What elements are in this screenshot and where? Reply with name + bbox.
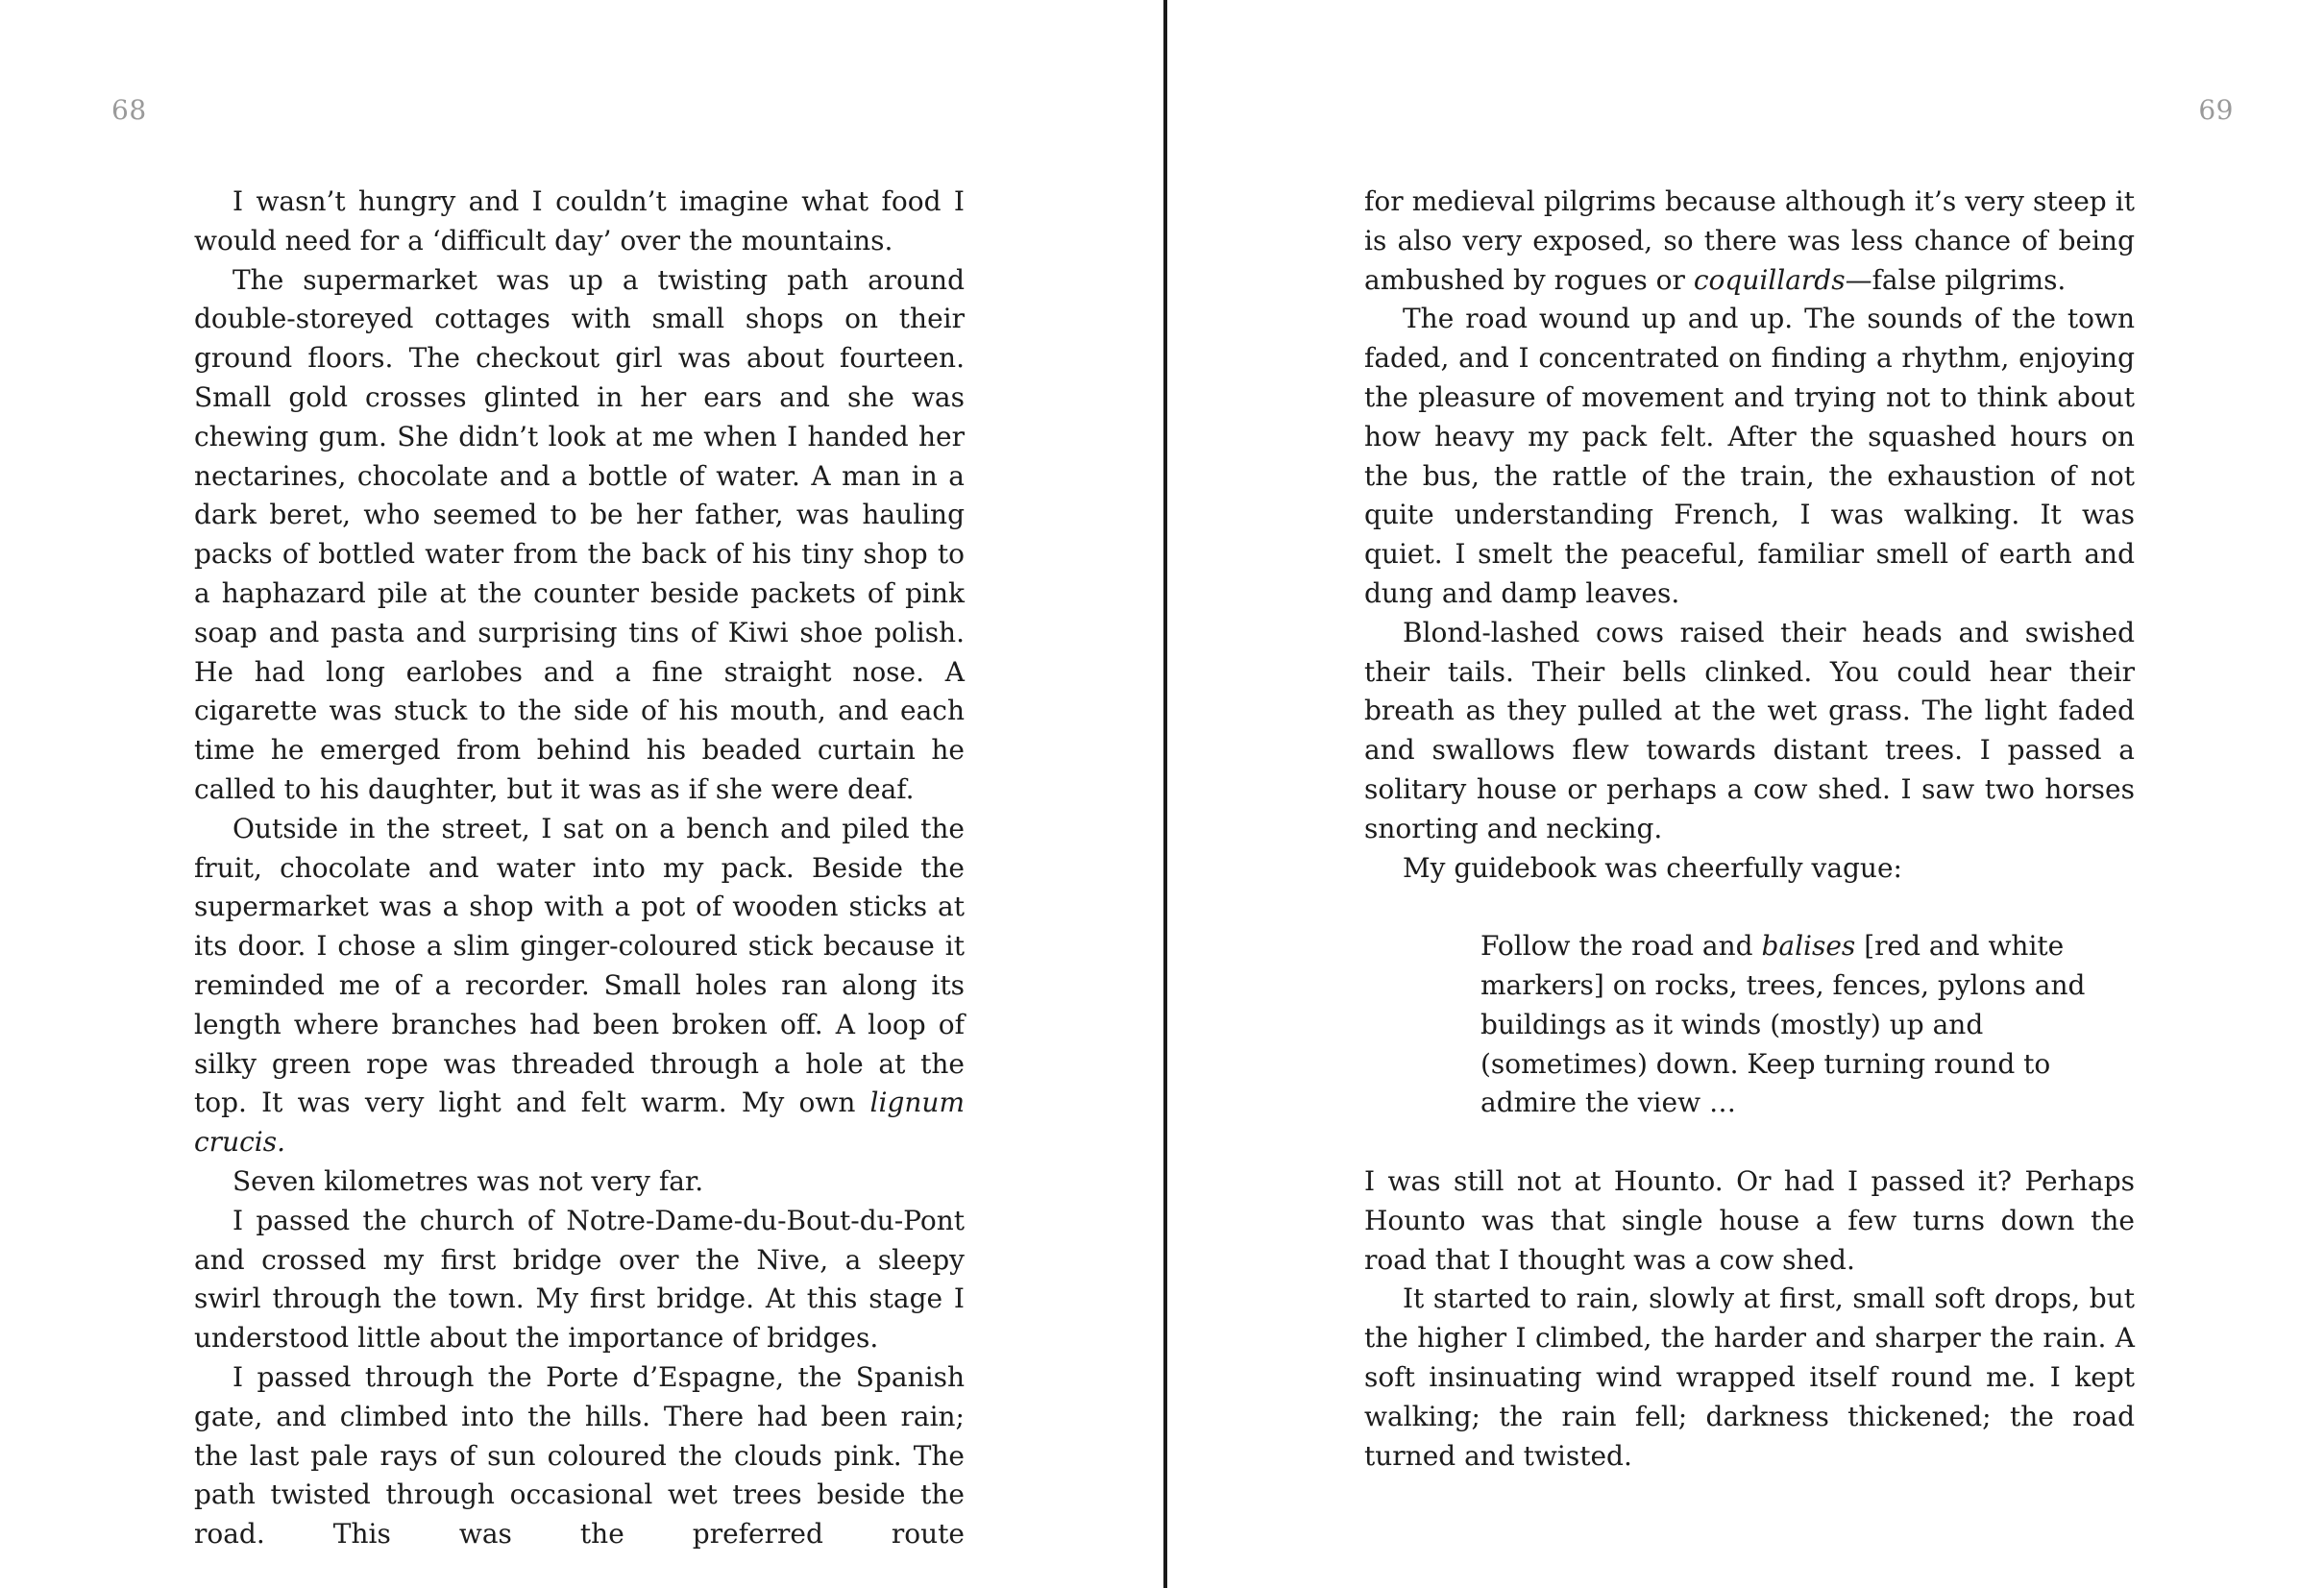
left-page-body	[194, 183, 965, 1554]
italic-text: lignum crucis.	[194, 1087, 965, 1159]
text-run: I passed through the Porte d’Espagne, the Spanish gate, and climbed into the hills. There had been rain; the last pale rays of sun coloured the clouds pink. The path twisted through occasional wet trees beside the road. This was the preferred route	[194, 1360, 965, 1551]
text-run: I was still not at Hounto. Or had I passed it? Perhaps Hounto was that single house a few turns down the road that I thought was a cow shed.	[1364, 1164, 2135, 1276]
paragraph	[1364, 1162, 2135, 1280]
quote-paragraph	[1480, 927, 2134, 1123]
paragraph	[1364, 1280, 2135, 1476]
paragraph	[194, 1358, 965, 1554]
paragraph	[194, 1202, 965, 1358]
paragraph	[1364, 183, 2135, 300]
paragraph	[1364, 300, 2135, 613]
italic-text: balises	[1761, 930, 1856, 963]
text-run: Seven kilometres was not very far.	[232, 1164, 704, 1197]
right-paragraphs-after-quote	[1364, 1162, 2135, 1476]
text-run: Blond-lashed cows raised their heads and swished their tails. Their bells clinked. You could hear their breath as they pulled at the wet grass. The light faded and swallows flew towards distant trees. I passed a solitary house or perhaps a cow shed. I saw two horses snorting and necking.	[1364, 616, 2135, 844]
text-run: The road wound up and up. The sounds of the town faded, and I concentrated on finding a rhythm, enjoying the pleasure of movement and trying not to think about how heavy my pack felt. After the squashed hours on the bus, the rattle of the train, the exhaustion of not quite understanding French, I was walking. It was quiet. I smelt the peaceful, familiar smell of earth and dung and damp leaves.	[1364, 303, 2135, 609]
spine-divider	[1163, 0, 1167, 1588]
guidebook-quote	[1480, 927, 2134, 1123]
text-run: It started to rain, slowly at first, small soft drops, but the higher I climbed, the harder and sharper the rain. A soft insinuating wind wrapped itself round me. I kept walking; the rain fell; darkness thickened; the road turned and twisted.	[1364, 1283, 2135, 1472]
text-run: The supermarket was up a twisting path around double-storeyed cottages with small shops on their ground floors. The checkout girl was about fourteen. Small gold crosses glinted in her ears and she was chewing gum. She didn’t look at me when I handed her nectarines, chocolate and a bottle of water. A man in a dark beret, who seemed to be her father, was hauling packs of bottled water from the back of his tiny shop to a haphazard pile at the counter beside packets of pink soap and pasta and surprising tins of Kiwi shoe polish. He had long earlobes and a fine straight nose. A cigarette was stuck to the side of his mouth, and each time he emerged from behind his beaded curtain he called to his daughter, but it was as if she were deaf.	[194, 263, 965, 805]
paragraph	[194, 1162, 965, 1202]
text-run: Outside in the street, I sat on a bench and piled the fruit, chocolate and water into my pack. Beside the supermarket was a shop with a pot of wooden sticks at its door. I chose a slim ginger-coloured stick because it reminded me of a recorder. Small holes ran along its length where branches had been broken off. A loop of silky green rope was threaded through a hole at the top. It was very light and felt warm. My own	[194, 812, 965, 1119]
page-number-left: 68	[111, 94, 147, 126]
paragraph	[1364, 849, 2135, 889]
text-run: [red and white markers] on rocks, trees, fences, pylons and buildings as it winds (mostly) up and (sometimes) down. Keep turning round to admire the view …	[1480, 930, 2086, 1119]
text-run: Follow the road and	[1480, 930, 1762, 963]
text-run: I wasn’t hungry and I couldn’t imagine what food I would need for a ‘difficult day’ over the mountains.	[194, 185, 965, 257]
page-number-right: 69	[2198, 94, 2234, 126]
paragraph	[194, 261, 965, 810]
right-page-body	[1364, 183, 2135, 1476]
paragraph	[1364, 614, 2135, 849]
paragraph	[194, 183, 965, 261]
text-run: for medieval pilgrims because although it’s very steep it is also very exposed, so there was less chance of being ambushed by rogues or	[1364, 185, 2135, 296]
right-page	[1168, 0, 2324, 1588]
text-run: —false pilgrims.	[1845, 263, 2067, 296]
right-paragraphs-before-quote	[1364, 183, 2135, 888]
paragraph	[194, 810, 965, 1162]
italic-text: coquillards	[1693, 263, 1846, 296]
text-run: My guidebook was cheerfully vague:	[1403, 851, 1902, 884]
text-run: I passed the church of Notre-Dame-du-Bout-du-Pont and crossed my first bridge over the Nive, a sleepy swirl through the town. My first bridge. At this stage I understood little about the importance of bridges.	[194, 1204, 965, 1355]
